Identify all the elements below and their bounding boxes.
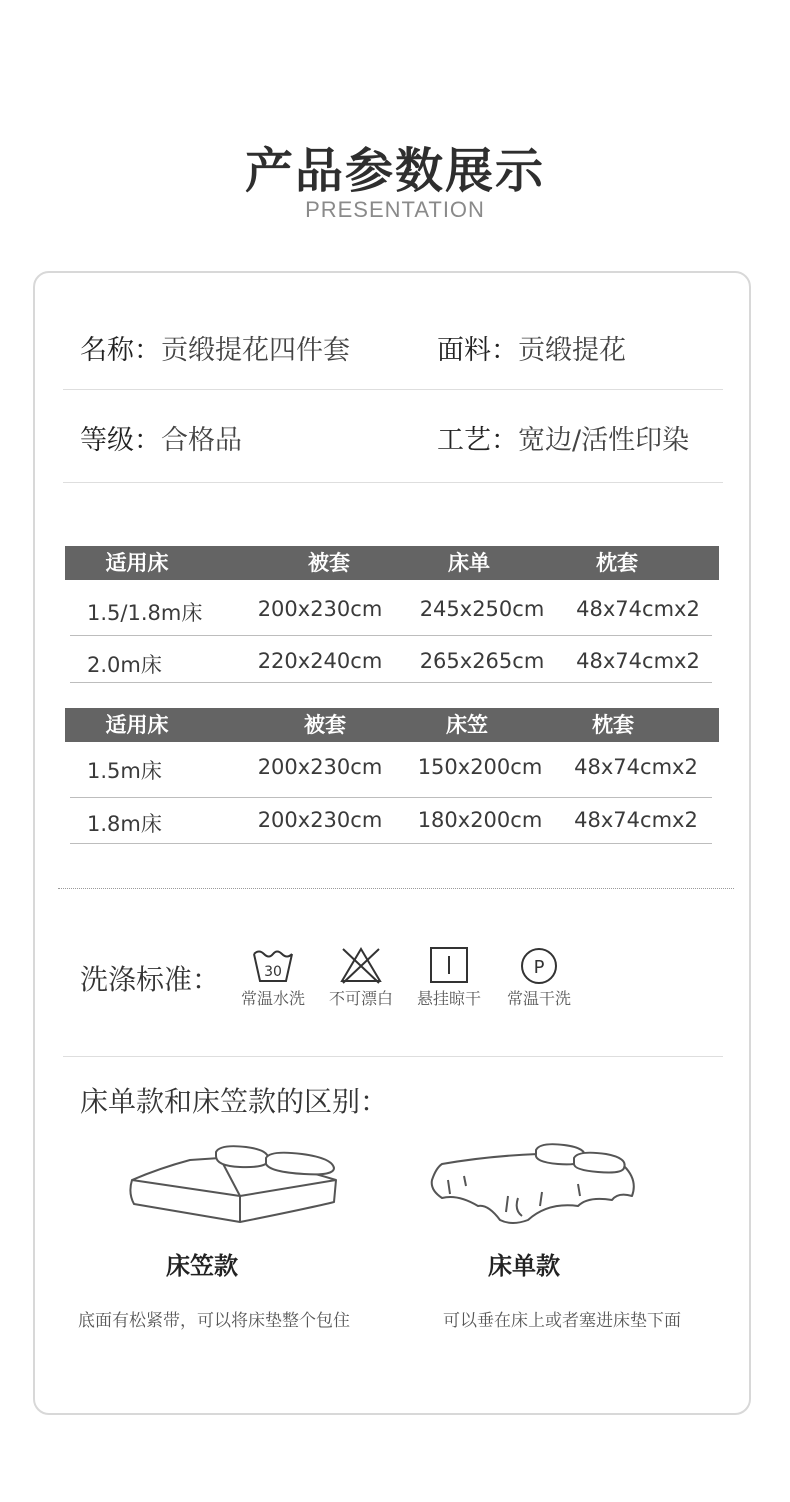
table-cell: 48x74cmx2 bbox=[574, 808, 698, 832]
wash-caption: 常温干洗 bbox=[506, 989, 571, 1008]
table-row-divider bbox=[70, 843, 712, 844]
spec-craft-value: 宽边/活性印染 bbox=[518, 425, 690, 456]
divider bbox=[63, 389, 723, 390]
table-header-cell: 床笠 bbox=[446, 713, 488, 737]
spec-name bbox=[80, 328, 350, 367]
table-cell: 48x74cmx2 bbox=[576, 597, 700, 621]
table-cell: 245x250cm bbox=[419, 597, 545, 621]
table-cell: 200x230cm bbox=[257, 755, 383, 779]
table-header-cell: 被套 bbox=[304, 713, 346, 737]
table-cell: 1.8m床 bbox=[87, 812, 162, 836]
spec-grade-label: 等级： bbox=[80, 425, 161, 456]
spec-grade bbox=[80, 418, 242, 457]
wash-caption: 常温水洗 bbox=[240, 989, 305, 1008]
flat-desc: 可以垂在床上或者塞进床垫下面 bbox=[443, 1311, 681, 1331]
size-table-1-header bbox=[65, 546, 719, 580]
table-cell: 48x74cmx2 bbox=[576, 649, 700, 673]
wash-item bbox=[494, 946, 584, 1009]
table-row-divider bbox=[70, 635, 712, 636]
flat-sheet-icon bbox=[428, 1140, 638, 1232]
spec-fabric-label: 面料： bbox=[437, 335, 518, 366]
table-header-cell: 枕套 bbox=[592, 713, 634, 737]
spec-fabric bbox=[437, 328, 626, 367]
dotted-divider bbox=[58, 888, 734, 889]
table-header-cell: 被套 bbox=[308, 551, 350, 575]
fitted-desc: 底面有松紧带，可以将床垫整个包住 bbox=[78, 1311, 350, 1331]
dry-clean-letter: P bbox=[533, 957, 545, 978]
table-row-divider bbox=[70, 682, 712, 683]
table-cell: 265x265cm bbox=[419, 649, 545, 673]
wash-temp-text: 30 bbox=[264, 964, 282, 980]
table-header-cell: 适用床 bbox=[105, 713, 169, 737]
table-cell: 2.0m床 bbox=[87, 653, 162, 677]
wash-caption: 悬挂晾干 bbox=[416, 989, 481, 1008]
spec-name-label: 名称： bbox=[80, 335, 161, 366]
flat-name: 床单款 bbox=[488, 1252, 560, 1280]
page-title: 产品参数展示 bbox=[244, 143, 545, 199]
spec-name-value: 贡缎提花四件套 bbox=[161, 335, 350, 366]
size-table-2-header bbox=[65, 708, 719, 742]
spec-craft bbox=[437, 418, 689, 457]
dry-clean-p-icon bbox=[517, 946, 561, 984]
wash-caption: 不可漂白 bbox=[328, 989, 393, 1008]
spec-fabric-value: 贡缎提花 bbox=[518, 335, 626, 366]
table-row-divider bbox=[70, 797, 712, 798]
difference-title: 床单款和床笠款的区别： bbox=[80, 1085, 389, 1118]
table-cell: 200x230cm bbox=[257, 597, 383, 621]
table-cell: 200x230cm bbox=[257, 808, 383, 832]
spec-grade-value: 合格品 bbox=[161, 425, 242, 456]
table-header-cell: 枕套 bbox=[596, 551, 638, 575]
wash-item bbox=[316, 946, 406, 1009]
spec-craft-label: 工艺： bbox=[437, 425, 518, 456]
table-cell: 1.5/1.8m床 bbox=[87, 601, 203, 625]
wash-item bbox=[228, 946, 318, 1009]
table-cell: 150x200cm bbox=[417, 755, 543, 779]
divider bbox=[63, 482, 723, 483]
table-cell: 48x74cmx2 bbox=[574, 755, 698, 779]
table-cell: 180x200cm bbox=[417, 808, 543, 832]
wash-30-icon bbox=[251, 946, 295, 984]
table-header-cell: 适用床 bbox=[105, 551, 169, 575]
fitted-name: 床笠款 bbox=[166, 1252, 238, 1280]
no-bleach-icon bbox=[339, 946, 383, 984]
table-cell: 220x240cm bbox=[257, 649, 383, 673]
page-subtitle: PRESENTATION bbox=[305, 197, 485, 222]
divider bbox=[63, 1056, 723, 1057]
fitted-sheet-icon bbox=[120, 1138, 346, 1228]
table-cell: 1.5m床 bbox=[87, 759, 162, 783]
wash-item bbox=[404, 946, 494, 1009]
table-header-cell: 床单 bbox=[448, 551, 490, 575]
hang-dry-icon bbox=[427, 946, 471, 984]
washing-label: 洗涤标准： bbox=[80, 963, 221, 996]
